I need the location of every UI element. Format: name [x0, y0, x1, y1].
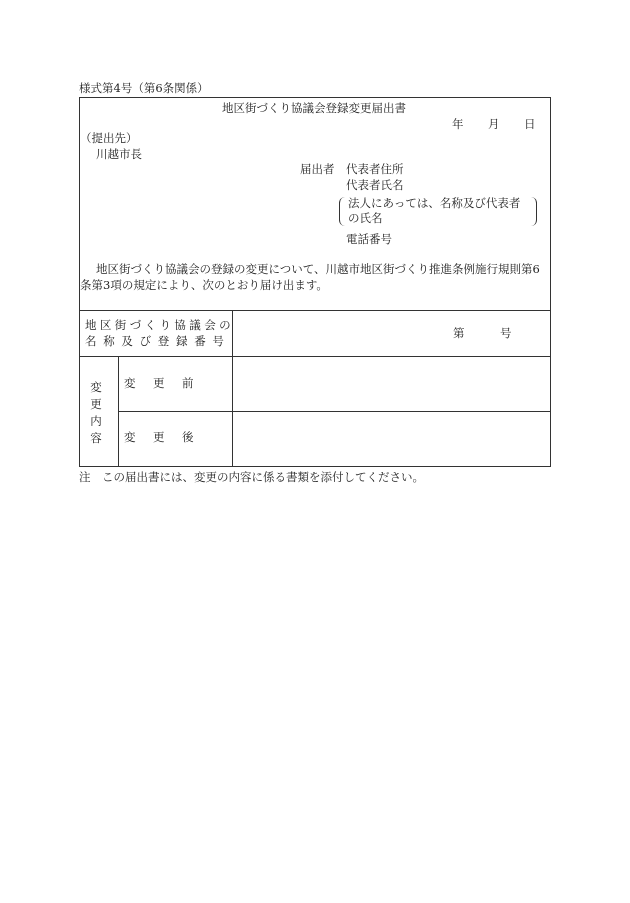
addressee-name: 川越市長: [96, 147, 142, 161]
change-content-label: 変更内容: [90, 380, 102, 445]
registration-label-line2: 名称及び登録番号: [85, 334, 231, 348]
divider-label-column: [232, 310, 233, 467]
registration-number-prefix: 第: [453, 326, 465, 340]
corporation-note-line2: の氏名: [348, 211, 383, 225]
date-year: 年: [452, 117, 464, 131]
registration-label-line1: 地区街づくり協議会の: [85, 318, 234, 332]
phone-label: 電話番号: [346, 232, 392, 246]
before-change-label: 変 更 前: [124, 376, 197, 390]
after-change-label: 変 更 後: [124, 430, 197, 444]
date-month: 月: [488, 117, 500, 131]
divider-before-table: [79, 310, 551, 311]
form-title: 地区街づくり協議会登録変更届出書: [222, 101, 406, 115]
footnote: 注 この届出書には、変更の内容に係る書類を添付してください。: [79, 470, 424, 484]
divider-after-reg-row: [79, 356, 551, 357]
divider-before-after-row: [118, 411, 551, 412]
form-number-label: 様式第4号（第6条関係）: [79, 81, 209, 95]
date-day: 日: [524, 117, 536, 131]
addressee-label: （提出先）: [80, 131, 138, 145]
body-text-line1: 地区街づくり協議会の登録の変更について、川越市地区街づくり推進条例施行規則第6: [96, 262, 540, 276]
representative-address-label: 代表者住所: [346, 162, 404, 176]
divider-change-label: [118, 356, 119, 467]
corporation-note-line1: 法人にあっては、名称及び代表者: [348, 196, 521, 210]
representative-name-label: 代表者氏名: [346, 178, 404, 192]
applicant-label: 届出者: [300, 162, 335, 176]
registration-number-suffix: 号: [500, 326, 512, 340]
body-text-line2: 条第3項の規定により、次のとおり届け出ます。: [80, 278, 328, 292]
